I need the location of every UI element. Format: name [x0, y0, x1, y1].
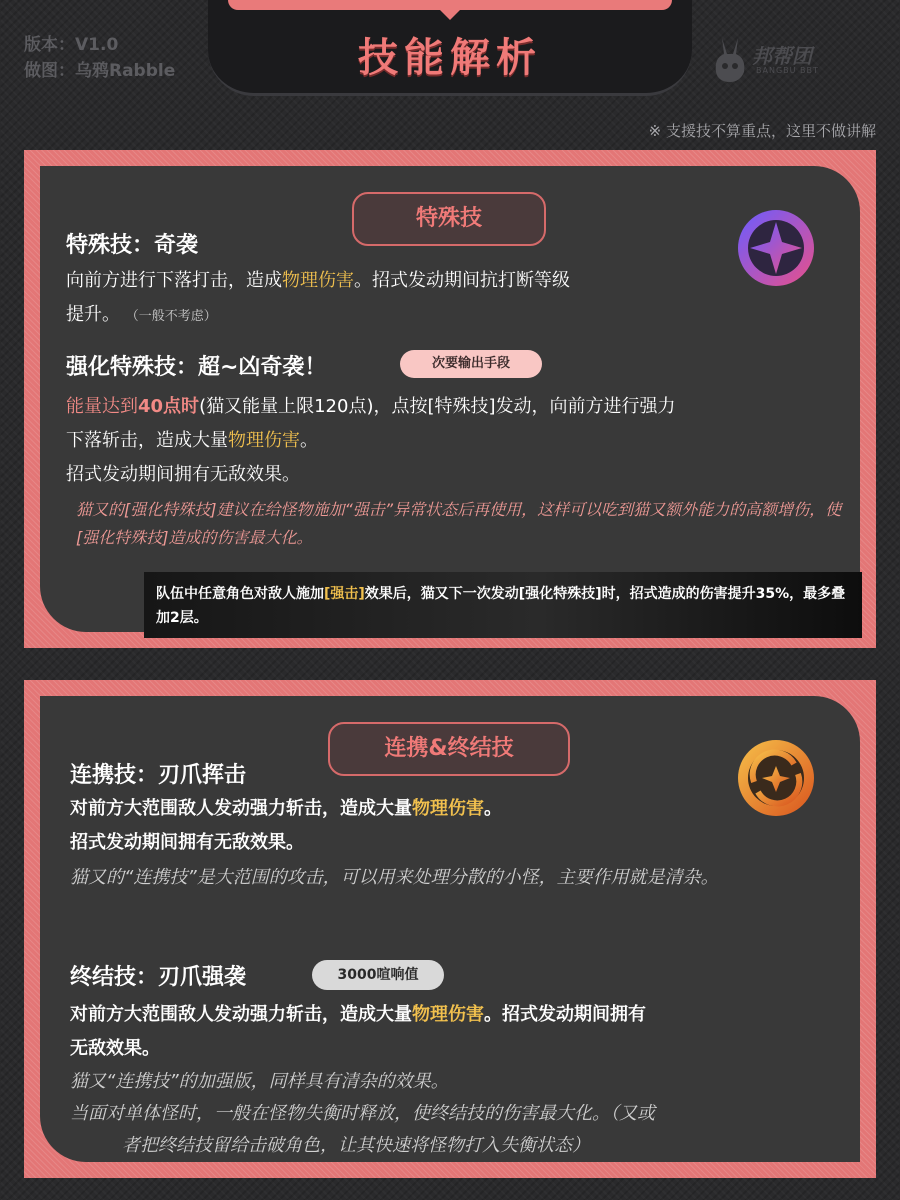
- special-skill-title: 特殊技：奇袭: [66, 233, 199, 258]
- ult-skill-tips: [70, 1066, 850, 1162]
- chain-skill-desc: [70, 792, 830, 860]
- physical-damage-highlight: 物理伤害: [412, 1004, 484, 1025]
- enhanced-special-title: 强化特殊技：超~凶奇袭！: [66, 355, 327, 380]
- chain-skill-tip: 猫又的“连携技”是大范围的攻击，可以用来处理分散的小怪，主要作用就是清杂。: [70, 867, 719, 888]
- enhanced-special-desc: [66, 390, 856, 492]
- special-skill-desc: [66, 264, 766, 334]
- physical-damage-highlight: 物理伤害: [412, 798, 484, 819]
- title-stripe: [228, 0, 672, 10]
- support-skill-note: ※ 支援技不算重点，这里不做讲解: [648, 122, 876, 140]
- text-segment: (猫又能量上限120点)，点按[特殊技]发动，向前方进行强力: [199, 396, 676, 417]
- text-segment: 对前方大范围敌人发动强力斩击，造成大量: [70, 1004, 412, 1025]
- special-skill-card-inner: [40, 166, 860, 632]
- special-skill-badge: 特殊技: [352, 192, 546, 246]
- physical-damage-highlight: 物理伤害: [228, 430, 300, 451]
- enhanced-desc-line2: [66, 424, 856, 458]
- logo-name: 邦帮团: [752, 44, 812, 68]
- enhanced-special-tip: 猫又的[强化特殊技]建议在给怪物施加“强击”异常状态后再使用，这样可以吃到猫又额外能力的高额增伤，使[强化特殊技]造成的伤害最大化。: [76, 500, 842, 547]
- ult-tip-line1: 猫又“连携技”的加强版，同样具有清杂的效果。: [70, 1071, 449, 1092]
- text-segment: 下落斩击，造成大量: [66, 430, 228, 451]
- ult-desc-line1: [70, 998, 840, 1032]
- chain-desc-line2: 招式发动期间拥有无敌效果。: [70, 832, 304, 853]
- secondary-output-tag: 次要输出手段: [400, 350, 542, 378]
- text-segment: 向前方进行下落打击，造成: [66, 270, 282, 291]
- enhanced-desc-line3: 招式发动期间拥有无敌效果。: [66, 464, 300, 485]
- special-skill-desc-line1: [66, 264, 766, 298]
- bunny-logo-icon: [710, 36, 750, 84]
- ult-tip-line3: 者把终结技留给击破角色，让其快速将怪物打入失衡状态）: [122, 1135, 590, 1156]
- text-segment: 。: [300, 430, 318, 451]
- special-skill-card: [24, 150, 876, 648]
- text-segment: 。招式发动期间拥有: [484, 1004, 646, 1025]
- header-meta: [24, 32, 175, 84]
- text-segment: 效果后，猫又下一次发动[强化特殊技]时，招式造成的伤害提升35%，最多叠加2层。: [156, 586, 846, 626]
- title-notch: [440, 10, 460, 20]
- chain-ult-card: [24, 680, 876, 1178]
- chain-desc-line1: [70, 792, 830, 826]
- text-segment: 。: [484, 798, 502, 819]
- chain-ult-badge: 连携&终结技: [328, 722, 570, 776]
- decibel-cost-tag: 3000喧响值: [312, 960, 444, 990]
- text-segment: 队伍中任意角色对敌人施加: [156, 586, 324, 602]
- chain-ult-card-inner: [40, 696, 860, 1162]
- logo-subtitle: BANGBU BBT: [756, 66, 819, 75]
- chain-skill-title: 连携技：刃爪挥击: [70, 763, 247, 788]
- energy-threshold: 40点时: [138, 396, 200, 417]
- ult-skill-title: 终结技：刃爪强袭: [70, 965, 247, 990]
- assault-highlight: [强击]: [324, 586, 365, 602]
- ult-skill-desc: [70, 998, 840, 1066]
- physical-damage-highlight: 物理伤害: [282, 270, 354, 291]
- text-segment: 。招式发动期间抗打断等级: [354, 270, 570, 291]
- energy-label: 能量达到: [66, 396, 138, 417]
- title-tab: [208, 0, 692, 96]
- page-title: 技能解析: [358, 35, 542, 81]
- ult-tip-line2: 当面对单体怪时，一般在怪物失衡时释放，使终结技的伤害最大化。（又或: [70, 1103, 655, 1124]
- author-text: 做图：乌鸦Rabble: [24, 61, 176, 81]
- ult-desc-line2: 无敌效果。: [70, 1038, 160, 1059]
- enhanced-desc-line1: [66, 390, 856, 424]
- text-segment: 对前方大范围敌人发动强力斩击，造成大量: [70, 798, 412, 819]
- extra-ability-banner: [144, 572, 862, 638]
- brand-logo: [710, 36, 850, 86]
- special-skill-desc-line2: [66, 298, 766, 334]
- text-segment: 提升。: [66, 304, 120, 325]
- version-text: 版本：V1.0: [24, 35, 119, 55]
- side-note: （一般不考虑）: [125, 309, 217, 324]
